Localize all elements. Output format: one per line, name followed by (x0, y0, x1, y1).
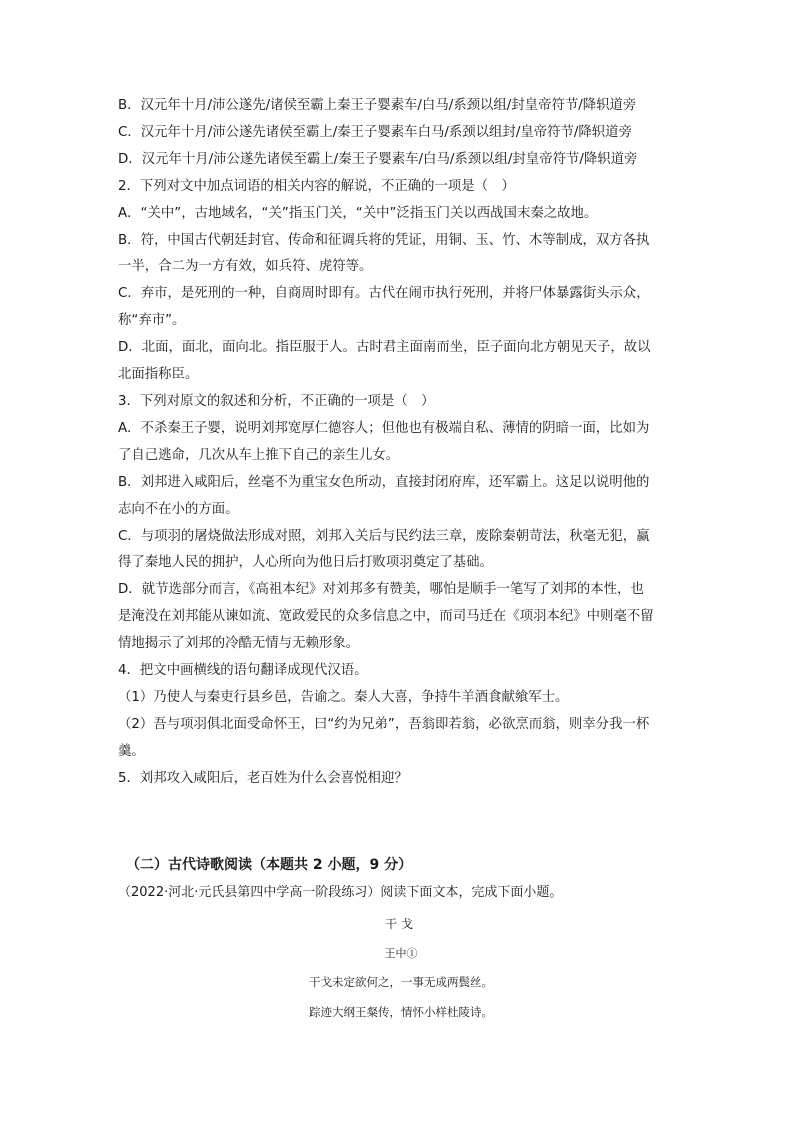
q3-option-b-line-1: B．刘邦进入咸阳后，丝毫不为重宝女色所动，直接封闭府库，还军霸上。这足以说明他的 (118, 474, 650, 490)
poem-line-1: 干戈未定欲何之，一事无成两鬓丝。 (309, 974, 493, 989)
q2-option-a: A．“关中”，古地域名，“关”指玉门关，“关中”泛指玉门关以西战国末秦之故地。 (118, 205, 598, 221)
q4-item-2-line-1: （2）吾与项羽俱北面受命怀王，曰“约为兄弟”，吾翁即若翁，必欲烹而翁，则幸分我一杯 (118, 716, 650, 732)
q5-stem: 5．刘邦攻入咸阳后，老百姓为什么会喜悦相迎？ (118, 770, 408, 786)
q3-option-a-line-2: 了自己逃命，几次从车上推下自己的亲生儿女。 (118, 447, 400, 463)
q4-stem: 4．把文中画横线的语句翻译成现代汉语。 (118, 663, 368, 679)
q3-option-d-line-2: 是淹没在刘邦能从谏如流、宽政爱民的众多信息之中，而司马迁在《项羽本纪》中则毫不留 (118, 609, 654, 625)
q2-stem: 2．下列对文中加点词语的相关内容的解说，不正确的一项是（ ） (118, 178, 515, 194)
poem-author: 王中① (384, 946, 418, 960)
q3-option-a-line-1: A．不杀秦王子婴，说明刘邦宽厚仁德容人；但他也有极端自私、薄情的阴暗一面，比如为 (118, 420, 650, 436)
q4-item-2-line-2: 羹。 (118, 743, 145, 759)
q3-option-b-line-2: 志向不在小的方面。 (118, 501, 239, 517)
q2-option-c-line-1: C．弃市，是死刑的一种，自商周时即有。古代在闹市执行死刑，并将尸体暴露街头示众， (118, 286, 650, 302)
q3-option-d-line-3: 情地揭示了刘邦的冷酷无情与无赖形象。 (118, 636, 360, 652)
q1-option-d: D．汉元年十月/沛公遂先诸侯至霸上/秦王子婴素车/白马/系颈以组/封皇帝符节/降轵道旁 (118, 151, 638, 167)
section-heading: （二）古代诗歌阅读（本题共 2 小题，9 分） (126, 856, 413, 873)
q2-option-c-line-2: 称“弃市”。 (118, 313, 186, 329)
q2-option-b-line-2: 一半，合二为一方有效，如兵符、虎符等。 (118, 259, 373, 275)
poem (118, 910, 684, 1026)
q1-option-c: C．汉元年十月/沛公遂先诸侯至霸上/秦王子婴素车白马/系颈以组封/皇帝符节/降轵道旁 (118, 124, 632, 140)
q3-option-c-line-2: 得了秦地人民的拥护，人心所向为他日后打败项羽奠定了基础。 (118, 555, 493, 571)
q2-option-d-line-1: D．北面，面北，面向北。指臣服于人。古时君主面南而坐，臣子面向北方朝见天子，故以 (118, 340, 651, 356)
section-spacer (118, 793, 684, 851)
source-line: （2022·河北·元氏县第四中学高一阶段练习）阅读下面文本，完成下面小题。 (118, 884, 563, 900)
q3-option-d-line-1: D．就节选部分而言，《高祖本纪》对刘邦多有赞美，哪怕是顺手一笔写了刘邦的本性，也 (118, 582, 644, 598)
poem-line-2: 踪迹大纲王粲传，情怀小样杜陵诗。 (309, 1004, 493, 1019)
q3-option-c-line-1: C．与项羽的屠烧做法形成对照，刘邦入关后与民约法三章，废除秦朝苛法，秋毫无犯，赢 (118, 528, 650, 544)
poem-title: 干戈 (384, 916, 417, 931)
q2-option-b-line-1: B．符，中国古代朝廷封官、传命和征调兵将的凭证，用铜、玉、竹、木等制成，双方各执 (118, 232, 650, 248)
q4-item-1: （1）乃使人与秦吏行县乡邑，告谕之。秦人大喜，争持牛羊酒食献飨军士。 (118, 689, 569, 705)
document-body (118, 93, 684, 1026)
q2-option-d-line-2: 北面指称臣。 (118, 367, 199, 383)
q1-option-b: B．汉元年十月/沛公遂先/诸侯至霸上秦王子婴素车/白马/系颈以组/封皇帝符节/降轵道旁 (118, 98, 637, 113)
q3-stem: 3．下列对原文的叙述和分析，不正确的一项是（ ） (118, 393, 435, 409)
